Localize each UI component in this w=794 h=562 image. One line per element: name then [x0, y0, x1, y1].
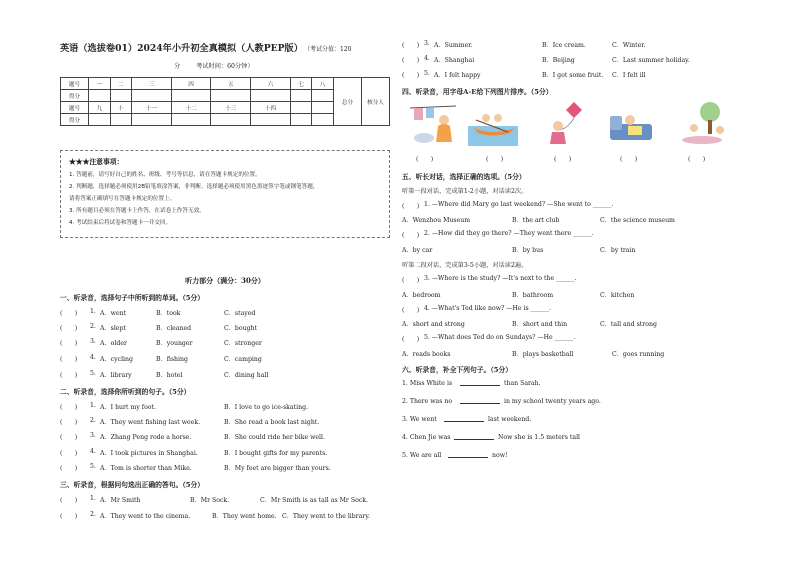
option-a: A．Zhang Peng rode a horse.	[100, 434, 192, 441]
option-b: B．Ice cream.	[542, 42, 586, 49]
option-c: C．stayed	[224, 310, 256, 317]
score-note: （考试分值：120	[306, 46, 352, 53]
option-c: C．the science museum	[600, 217, 675, 224]
option-a: A．They went fishing last week.	[100, 419, 201, 426]
question-text: 4. —What's Ted like now? —He is ______.	[424, 305, 552, 312]
option-a: A．cycling	[100, 356, 133, 363]
option-b: B．I bought gifts for my parents.	[224, 450, 328, 457]
option-a: A．I took pictures in Shanghai.	[100, 450, 198, 457]
option-b: B．short and thin	[512, 321, 568, 328]
option-b: B．by bus	[512, 247, 544, 254]
answer-blank[interactable]: ( )	[402, 336, 420, 343]
score-head-cell: 十	[110, 102, 132, 114]
rowing-picture	[468, 100, 518, 146]
question-number: 3.	[90, 432, 96, 439]
score-head-cell: 二	[110, 78, 132, 90]
sentence-start: 1. Miss White is	[402, 380, 453, 387]
score-head-cell: 题号	[61, 102, 89, 114]
fill-blank[interactable]	[448, 452, 488, 458]
option-b: B．I love to go ice-skating.	[224, 404, 308, 411]
option-a: A．by car	[402, 247, 433, 254]
question-number: 3.	[90, 338, 96, 345]
option-c: C．kitchen	[600, 292, 635, 299]
option-b: B．younger	[156, 340, 193, 347]
score-cell[interactable]	[211, 90, 251, 102]
picture-answer-blank[interactable]: ( )	[688, 156, 706, 163]
time-row	[174, 61, 394, 70]
score-cell[interactable]	[171, 114, 211, 126]
option-a: A．Summer.	[434, 42, 473, 49]
time-label: 考试时间：60分钟）	[196, 63, 254, 70]
sentence-start: 3. We went	[402, 416, 437, 423]
option-b: B．Beijing	[542, 57, 575, 64]
answer-blank[interactable]: ( )	[402, 72, 420, 79]
option-c: C．tall and strong	[600, 321, 657, 328]
option-a: A．reads books	[402, 351, 451, 358]
option-b: B．the art club	[512, 217, 560, 224]
option-b: B．plays basketball	[512, 351, 574, 358]
answer-blank[interactable]: ( )	[402, 307, 420, 314]
option-b: B．bathroom	[512, 292, 554, 299]
empty-cell	[312, 102, 334, 114]
option-c: C．Mr Smith is as tall as Mr Sock.	[260, 497, 368, 504]
score-head-cell: 十一	[132, 102, 172, 114]
option-b: B．took	[156, 310, 181, 317]
answer-blank[interactable]: ( )	[60, 404, 78, 411]
total-cell: 总分	[334, 78, 362, 126]
question-number: 2.	[90, 511, 96, 518]
answer-blank[interactable]: ( )	[402, 57, 420, 64]
score-cell[interactable]	[251, 114, 291, 126]
picture-answer-blank[interactable]: ( )	[620, 156, 638, 163]
sentence-start: 2. There was no	[402, 398, 453, 405]
option-a: A．Wenzhou Museum	[402, 217, 471, 224]
grader-cell: 核分人	[362, 78, 390, 126]
question-number: 3.	[424, 40, 430, 47]
answer-blank[interactable]: ( )	[60, 325, 78, 332]
sentence-end: in my school twenty years ago.	[504, 398, 601, 405]
picnic-picture	[680, 100, 730, 146]
notice-line: 4. 考试结束后将试卷和答题卡一并交回。	[69, 220, 172, 226]
score-head-cell: 七	[290, 78, 312, 90]
option-c: C．They went to the library.	[282, 513, 370, 520]
question-number: 5.	[90, 370, 96, 377]
dialogue-intro: 听第一段对话，完成第1-2小题，对话读2次。	[402, 188, 528, 195]
option-b: B．I got some fruit.	[542, 72, 604, 79]
answer-blank[interactable]: ( )	[402, 203, 420, 210]
option-a: A．Shanghai	[434, 57, 475, 64]
section-6-title: 六、听录音，补全下列句子。（5分）	[402, 366, 513, 374]
option-b: B．They went home.	[212, 513, 277, 520]
score-head-cell: 六	[251, 78, 291, 90]
answer-blank[interactable]: ( )	[60, 310, 78, 317]
notice-line: 2. 判断题，选择题必须使用2B铅笔填涂答案，非判断、选择题必须使用黑色墨迹签字笔或钢笔答题，	[69, 184, 319, 190]
question-number: 5.	[90, 463, 96, 470]
question-number: 5.	[424, 70, 430, 77]
option-c: C．Last summer holiday.	[612, 57, 690, 64]
option-c: C．bought	[224, 325, 258, 332]
sentence-start: 5. We are all	[402, 452, 442, 459]
fill-blank[interactable]	[460, 380, 500, 386]
score-cell[interactable]	[89, 114, 111, 126]
score-cell[interactable]	[110, 114, 132, 126]
option-a: A．library	[100, 372, 132, 379]
notice-title: ★★★注意事项：	[69, 158, 124, 166]
option-b: B．cleaned	[156, 325, 192, 332]
picture-answer-blank[interactable]: ( )	[554, 156, 572, 163]
kite-picture	[538, 100, 588, 146]
option-b: B．Mr Sock.	[190, 497, 230, 504]
page-title: 英语（选拔卷01）2024年小升初全真模拟（人教PEP版）	[60, 43, 303, 54]
answer-blank[interactable]: ( )	[60, 497, 78, 504]
question-number: 1.	[90, 308, 96, 315]
picture-answer-blank[interactable]: ( )	[416, 156, 434, 163]
score-head-cell: 八	[312, 78, 334, 90]
sentence-end: now!	[492, 452, 508, 459]
question-number: 2.	[90, 417, 96, 424]
option-a: A．I felt happy	[434, 72, 481, 79]
score-head-cell: 十二	[171, 102, 211, 114]
title-row	[60, 40, 400, 54]
fill-blank[interactable]	[454, 434, 494, 440]
laundry-picture	[408, 100, 458, 146]
option-a: A．slept	[100, 325, 126, 332]
option-a: A．short and strong	[402, 321, 465, 328]
section-4-title: 四、听录音，用字母A-E给下列图片排序。（5分）	[402, 88, 553, 96]
sentence-end: Now she is 1.5 meters tall	[498, 434, 581, 441]
score-head-cell: 十三	[211, 102, 251, 114]
option-a: A．went	[100, 310, 127, 317]
score-label-cell: 得分	[61, 90, 89, 102]
question-number: 4.	[90, 448, 96, 455]
option-b: B．She read a book last night.	[224, 419, 320, 426]
section-5-title: 五、听长对话，选择正确的选项。（5分）	[402, 173, 526, 181]
reading-picture	[606, 100, 656, 146]
question-text: 1. —Where did Mary go last weekend? —She went to ______.	[424, 201, 614, 208]
answer-blank[interactable]: ( )	[60, 513, 78, 520]
answer-blank[interactable]: ( )	[60, 372, 78, 379]
score-cell[interactable]	[89, 90, 111, 102]
answer-blank[interactable]: ( )	[402, 277, 420, 284]
score-cell[interactable]	[290, 114, 312, 126]
score-cell[interactable]	[251, 90, 291, 102]
option-c: C．goes running	[612, 351, 665, 358]
score-head-cell: 十四	[251, 102, 291, 114]
option-c: C．by train	[600, 247, 636, 254]
score-cell[interactable]	[132, 90, 172, 102]
fill-blank[interactable]	[444, 416, 484, 422]
score-cell[interactable]	[132, 114, 172, 126]
sentence-end: than Sarah.	[504, 380, 541, 387]
answer-blank[interactable]: ( )	[60, 450, 78, 457]
section-2-title: 二、听录音，选择你所听到的句子。（5分）	[60, 388, 191, 396]
listening-part-title: 听力部分（满分：30分）	[185, 276, 265, 285]
score-head-cell: 题号	[61, 78, 89, 90]
empty-cell	[290, 102, 312, 114]
score-head-cell: 九	[89, 102, 111, 114]
option-a: A．Tom is shorter than Mike.	[100, 465, 192, 472]
score-cell[interactable]	[110, 90, 132, 102]
question-number: 4.	[424, 55, 430, 62]
option-a: A．They went to the cinema.	[100, 513, 191, 520]
dialogue-intro: 听第二段对话，完成第3-5小题，对话读2遍。	[402, 262, 528, 269]
answer-blank[interactable]: ( )	[402, 232, 420, 239]
option-a: A．older	[100, 340, 127, 347]
option-c: C．I felt ill	[612, 72, 646, 79]
notice-box	[60, 150, 390, 238]
fill-blank[interactable]	[460, 398, 500, 404]
option-b: B．hotel	[156, 372, 183, 379]
score-table	[60, 77, 390, 126]
notice-line: 请将答案正确填写在答题卡规定的位置上。	[69, 196, 176, 202]
option-b: B．She could ride her bike well.	[224, 434, 325, 441]
section-1-title: 一、听录音，选择句子中所听到的单词。（5分）	[60, 294, 205, 302]
question-text: 3. —Where is the study? —It's next to the ______.	[424, 275, 577, 282]
score-head-cell: 五	[211, 78, 251, 90]
score-cell[interactable]	[312, 114, 334, 126]
score-cell[interactable]	[171, 90, 211, 102]
section-3-title: 三、听录音，根据问句选出正确的答句。（5分）	[60, 481, 205, 489]
question-number: 1.	[90, 495, 96, 502]
option-c: C．stronger	[224, 340, 262, 347]
option-c: C．camping	[224, 356, 262, 363]
notice-line: 1. 答题前，请写好自己的姓名、班级、考号等信息，请在答题卡规定的位置。	[69, 172, 261, 178]
score-head-cell: 三	[132, 78, 172, 90]
option-a: A．bedroom	[402, 292, 441, 299]
score-head-cell: 一	[89, 78, 111, 90]
answer-blank[interactable]: ( )	[60, 356, 78, 363]
question-number: 1.	[90, 402, 96, 409]
option-b: B．My feet are bigger than yours.	[224, 465, 331, 472]
question-number: 4.	[90, 354, 96, 361]
score-head-cell: 四	[171, 78, 211, 90]
score-label-cell: 得分	[61, 114, 89, 126]
question-text: 2. —How did they go there? —They went there ______.	[424, 230, 594, 237]
question-text: 5. —What does Ted do on Sundays? —He ______.	[424, 334, 576, 341]
score-cell[interactable]	[290, 90, 312, 102]
option-a: A．Mr Smith	[100, 497, 141, 504]
answer-blank[interactable]: ( )	[60, 419, 78, 426]
answer-blank[interactable]: ( )	[60, 465, 78, 472]
sentence-start: 4. Chen Jie was	[402, 434, 451, 441]
picture-answer-blank[interactable]: ( )	[486, 156, 504, 163]
answer-blank[interactable]: ( )	[60, 434, 78, 441]
answer-blank[interactable]: ( )	[60, 340, 78, 347]
sentence-end: last weekend.	[488, 416, 532, 423]
score-cell[interactable]	[312, 90, 334, 102]
answer-blank[interactable]: ( )	[402, 42, 420, 49]
option-b: B．fishing	[156, 356, 188, 363]
fen-label: 分	[174, 63, 181, 70]
option-c: C．Winter.	[612, 42, 646, 49]
notice-line: 3. 所有题目必须在答题卡上作答，在试卷上作答无效。	[69, 208, 205, 214]
score-cell[interactable]	[211, 114, 251, 126]
option-a: A．I hurt my foot.	[100, 404, 156, 411]
option-c: C．dining hall	[224, 372, 269, 379]
question-number: 2.	[90, 323, 96, 330]
